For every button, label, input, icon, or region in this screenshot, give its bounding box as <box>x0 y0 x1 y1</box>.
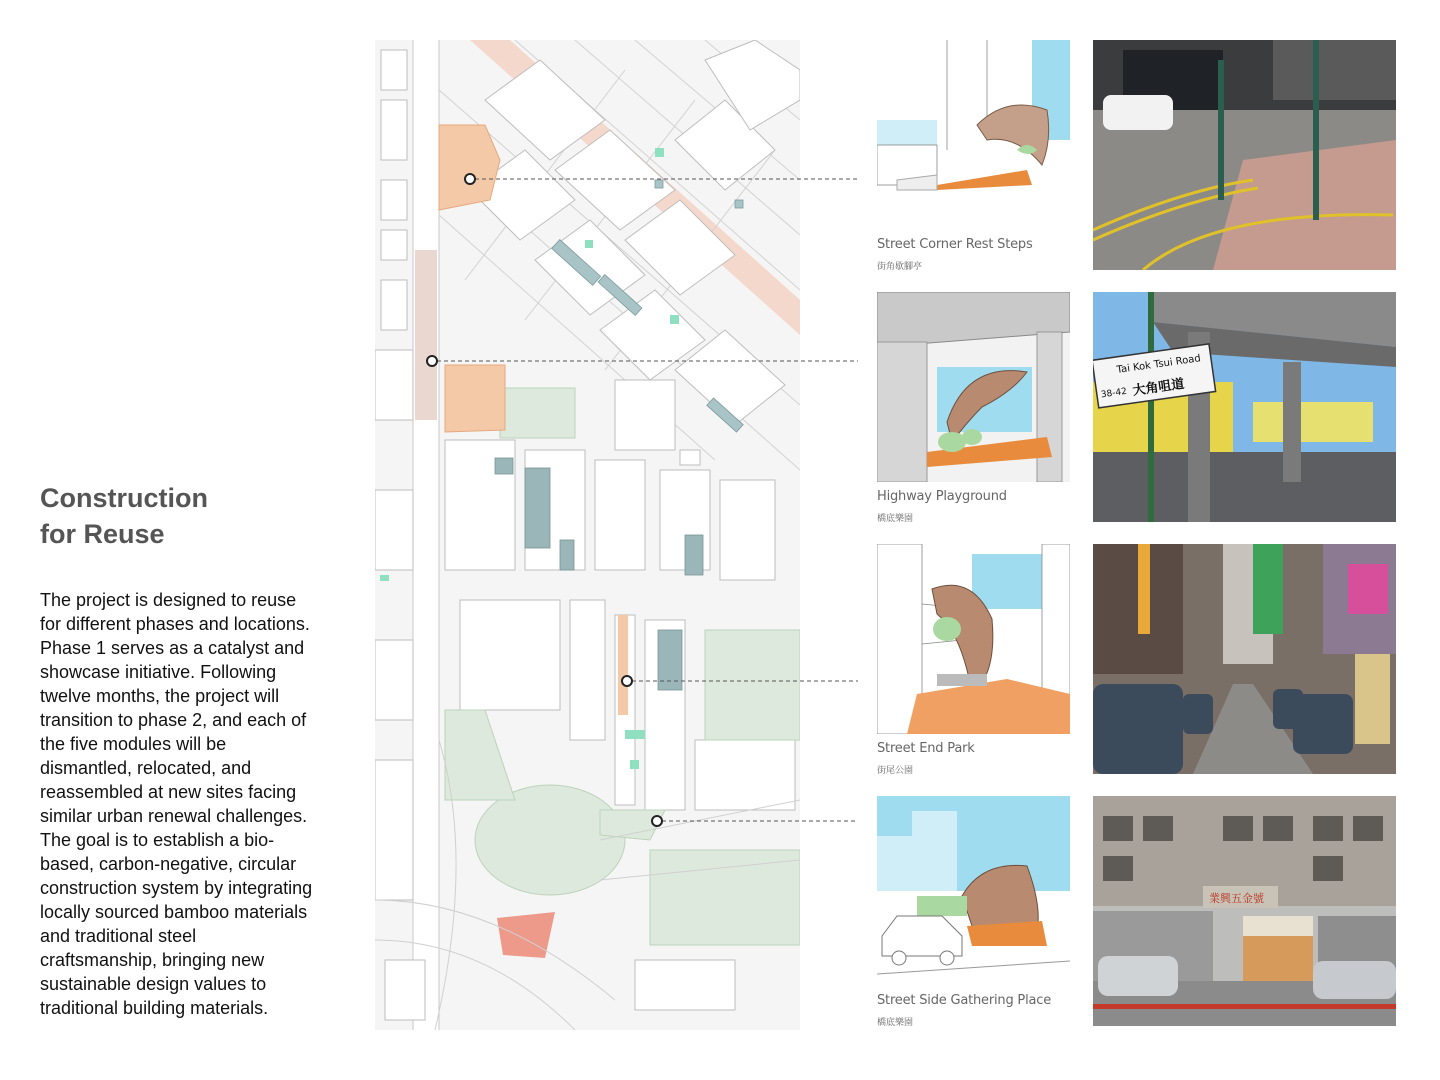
text-line: the five modules will be <box>40 734 227 754</box>
text-line: similar urban renewal challenges. <box>40 806 308 826</box>
caption-site-4: Street Side Gathering Place <box>877 993 1051 1008</box>
photo-street-side <box>1093 796 1396 1026</box>
page-title <box>40 480 208 552</box>
caption-site-2-zh: 橋底樂園 <box>877 514 914 524</box>
text-line: The project is designed to reuse <box>40 590 297 610</box>
text-line: traditional building materials. <box>40 998 269 1018</box>
text-line: twelve months, the project will <box>40 686 280 706</box>
sketch-street-corner <box>877 40 1070 230</box>
text-line: The goal is to establish a bio- <box>40 830 275 850</box>
text-line: craftsmanship, bringing new <box>40 950 265 970</box>
text-line: dismantled, relocated, and <box>40 758 252 778</box>
street-sign-chinese: 大角咀道 <box>1131 376 1186 399</box>
caption-site-3: Street End Park <box>877 741 975 756</box>
text-line: based, carbon-negative, circular <box>40 854 297 874</box>
caption-site-2: Highway Playground <box>877 489 1007 504</box>
text-line: showcase initiative. Following <box>40 662 277 682</box>
caption-site-1: Street Corner Rest Steps <box>877 237 1033 252</box>
text-line: construction system by integrating <box>40 878 313 898</box>
photo-street-end <box>1093 544 1396 774</box>
street-sign-english: Tai Kok Tsui Road <box>1115 353 1202 376</box>
text-line: and traditional steel <box>40 926 197 946</box>
caption-site-1-zh: 街角歇腳亭 <box>877 262 923 272</box>
sketch-street-side-gathering <box>877 796 1070 986</box>
text-line: Phase 1 serves as a catalyst and <box>40 638 305 658</box>
text-line: locally sourced bamboo materials <box>40 902 308 922</box>
sketch-street-end-park <box>877 544 1070 734</box>
caption-site-4-zh: 橋底樂園 <box>877 1018 914 1028</box>
photo-highway <box>1093 292 1396 522</box>
title-line-2: for Reuse <box>40 519 165 549</box>
title-line-1: Construction <box>40 483 208 513</box>
text-line: reassembled at new sites facing <box>40 782 297 802</box>
street-sign-numbers: 38-42 <box>1100 386 1128 401</box>
text-line: sustainable design values to <box>40 974 267 994</box>
text-line: for different phases and locations. <box>40 614 310 634</box>
description-paragraph <box>40 588 350 1020</box>
site-plan-map <box>375 40 800 1030</box>
shop-sign: 業興五金號 <box>1209 892 1264 905</box>
sketch-highway-playground <box>877 292 1070 482</box>
caption-site-3-zh: 街尾公園 <box>877 766 914 776</box>
map-drawing <box>375 40 800 1030</box>
text-line: transition to phase 2, and each of <box>40 710 307 730</box>
photo-street-corner <box>1093 40 1396 270</box>
